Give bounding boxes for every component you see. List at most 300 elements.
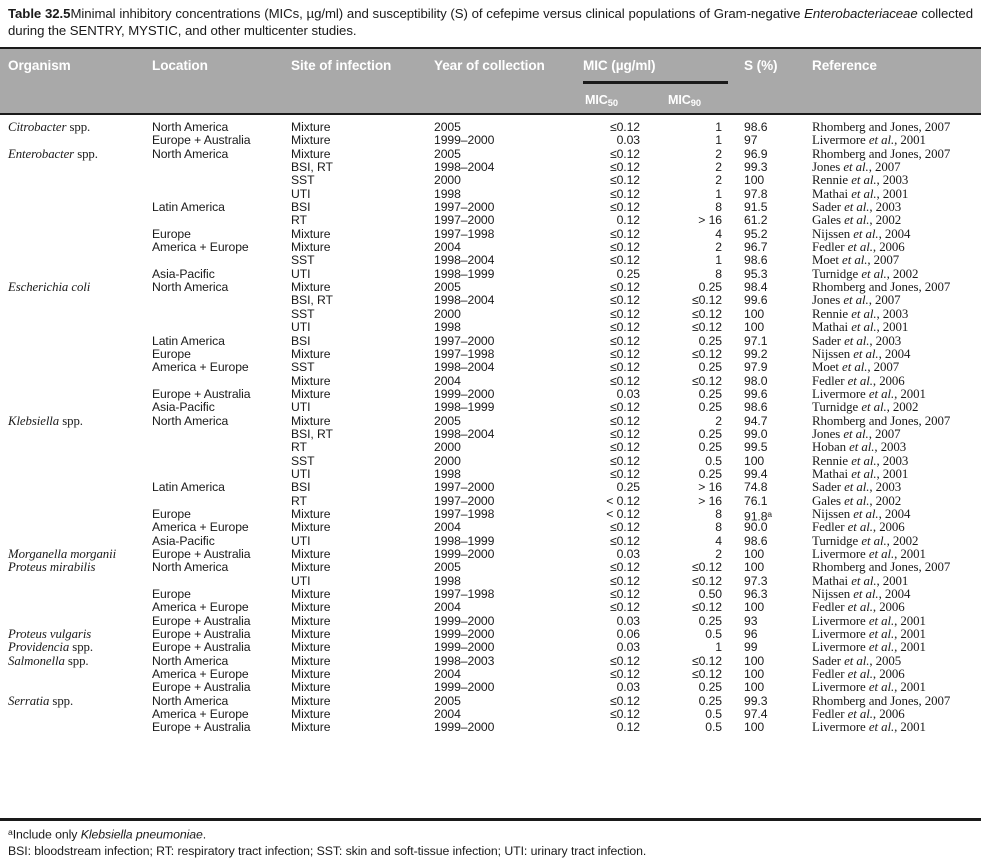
cell-year: 1998–2004 <box>434 426 495 441</box>
cell-site: Mixture <box>291 680 331 695</box>
cell-mic90: ≤0.12 <box>691 573 722 588</box>
caption-text-1: Minimal inhibitory concentrations (MICs, µg/ml) and susceptibility (S) of cefepime versus clinical populations of Gram-negative <box>70 6 805 21</box>
cell-organism: Providencia spp. <box>8 640 93 655</box>
table-row <box>0 415 981 428</box>
cell-year: 1999–2000 <box>434 547 495 561</box>
cell-location: Europe + Australia <box>152 720 251 735</box>
cell-site: Mixture <box>291 627 331 642</box>
cell-mic50: 0.25 <box>616 266 640 281</box>
cell-reference: Mathai et al., 2001 <box>812 320 909 335</box>
cell-site: RT <box>291 213 307 228</box>
cell-site: UTI <box>291 573 311 588</box>
cell-susceptibility: 98.6 <box>744 400 768 415</box>
cell-susceptibility: 90.0 <box>744 520 768 535</box>
cell-susceptibility: 99 <box>744 640 758 655</box>
table-row <box>0 506 981 524</box>
cell-organism: Serratia spp. <box>8 693 74 708</box>
cell-susceptibility: 100 <box>744 600 765 615</box>
cell-mic90: 8 <box>715 266 722 281</box>
cell-site: SST <box>291 173 315 188</box>
table-row <box>0 281 981 294</box>
cell-year: 1997–1998 <box>434 587 495 602</box>
cell-site: Mixture <box>291 346 331 361</box>
cell-reference: Jones et al., 2007 <box>812 293 901 308</box>
cell-location: America + Europe <box>152 667 249 682</box>
table-row <box>0 401 981 414</box>
cell-year: 1998–2004 <box>434 360 495 375</box>
cell-location: America + Europe <box>152 520 249 535</box>
table-header-row <box>0 47 981 115</box>
cell-susceptibility: 99.6 <box>744 386 768 401</box>
table-row <box>0 535 981 548</box>
et-al-italic: et al. <box>853 346 879 361</box>
cell-mic50: ≤0.12 <box>609 240 640 255</box>
cell-year: 1997–2000 <box>434 200 495 215</box>
table-row <box>0 375 981 388</box>
organism-name-italic: Citrobacter <box>8 120 67 134</box>
table-row <box>0 335 981 348</box>
cell-mic90: 4 <box>715 226 722 241</box>
cell-mic90: 0.25 <box>698 280 722 295</box>
organism-name-italic: Klebsiella <box>8 413 60 428</box>
organism-name-italic: Proteus mirabilis <box>8 560 96 575</box>
cell-mic50: ≤0.12 <box>609 160 640 175</box>
et-al-italic: et al. <box>844 200 870 215</box>
cell-site: SST <box>291 306 315 321</box>
table-row <box>0 468 981 481</box>
cell-susceptibility: 96.9 <box>744 146 768 161</box>
table-row <box>0 321 981 334</box>
cell-susceptibility: 100 <box>744 560 765 575</box>
cell-mic50: 0.25 <box>616 480 640 495</box>
et-al-italic: et al. <box>842 253 868 268</box>
cell-location: Asia-Pacific <box>152 266 215 281</box>
table-row <box>0 254 981 267</box>
cell-reference: Jones et al., 2007 <box>812 160 901 175</box>
cell-susceptibility: 61.2 <box>744 213 768 228</box>
et-al-italic: et al. <box>851 186 877 201</box>
cell-organism: Enterobacter spp. <box>8 146 98 161</box>
cell-site: Mixture <box>291 386 331 401</box>
table-row <box>0 601 981 614</box>
cell-reference: Fedler et al., 2006 <box>812 707 905 722</box>
cell-year: 1998 <box>434 573 461 588</box>
cell-site: Mixture <box>291 653 331 668</box>
cell-mic50: ≤0.12 <box>609 466 640 481</box>
et-al-italic: et al. <box>851 453 877 468</box>
cell-site: UTI <box>291 466 311 481</box>
table-body <box>0 121 981 735</box>
cell-mic90: > 16 <box>698 213 722 228</box>
cell-reference: Livermore et al., 2001 <box>812 640 926 655</box>
cell-mic50: ≤0.12 <box>609 440 640 455</box>
cell-susceptibility: 98.0 <box>744 373 768 388</box>
cell-mic50: 0.12 <box>616 720 640 735</box>
cell-reference: Hoban et al., 2003 <box>812 440 907 455</box>
column-header-mic-group: MIC (µg/ml) <box>583 58 656 73</box>
cell-susceptibility: 100 <box>744 547 765 561</box>
cell-susceptibility: 95.2 <box>744 226 768 241</box>
cell-year: 2005 <box>434 413 461 428</box>
table-caption <box>8 5 973 40</box>
cell-mic90: ≤0.12 <box>691 600 722 615</box>
cell-reference: Rennie et al., 2003 <box>812 306 909 321</box>
et-al-italic: et al. <box>849 440 875 455</box>
cell-susceptibility: 100 <box>744 453 765 468</box>
cell-mic90: 0.25 <box>698 680 722 695</box>
et-al-italic: et al. <box>844 480 870 495</box>
cell-organism <box>8 548 116 561</box>
et-al-italic: et al. <box>844 493 870 508</box>
cell-location: Europe + Australia <box>152 640 251 655</box>
cell-susceptibility: 97.3 <box>744 573 768 588</box>
table-row <box>0 615 981 628</box>
et-al-italic: et al. <box>844 653 870 668</box>
et-al-italic: et al. <box>847 707 873 722</box>
footnote-a <box>8 824 968 843</box>
cell-site: UTI <box>291 186 311 201</box>
cell-site: Mixture <box>291 587 331 602</box>
et-al-italic: et al. <box>851 306 877 321</box>
cell-location: North America <box>152 413 229 428</box>
table-number: Table 32.5 <box>8 6 71 21</box>
cell-reference: Sader et al., 2003 <box>812 200 902 215</box>
cell-year: 1997–1998 <box>434 226 495 241</box>
cell-year: 1999–2000 <box>434 133 495 148</box>
cell-year: 1997–2000 <box>434 493 495 508</box>
cell-site: SST <box>291 253 315 268</box>
organism-name-italic: Serratia <box>8 693 50 708</box>
cell-year: 2004 <box>434 373 461 388</box>
cell-site: BSI <box>291 333 311 348</box>
cell-mic50: ≤0.12 <box>609 360 640 375</box>
cell-mic50: ≤0.12 <box>609 560 640 575</box>
et-al-italic: et al. <box>853 506 879 521</box>
cell-susceptibility: 91.8$^a$ <box>744 508 772 524</box>
cell-location: Latin America <box>152 480 225 495</box>
table-row <box>0 361 981 374</box>
cell-mic90: ≤0.12 <box>691 293 722 308</box>
cell-mic90: 8 <box>715 200 722 215</box>
cell-mic50: ≤0.12 <box>609 587 640 602</box>
cell-organism <box>8 561 95 574</box>
cell-location: Europe <box>152 346 191 361</box>
cell-reference: Mathai et al., 2001 <box>812 466 909 481</box>
et-al-italic: et al. <box>868 627 895 642</box>
cell-susceptibility: 91.5 <box>744 200 768 215</box>
cell-location: Europe + Australia <box>152 386 251 401</box>
cell-location: North America <box>152 146 229 161</box>
cell-mic50: ≤0.12 <box>609 293 640 308</box>
cell-mic50: ≤0.12 <box>609 667 640 682</box>
cell-location: Europe + Australia <box>152 547 251 561</box>
cell-mic90: 0.25 <box>698 466 722 481</box>
cell-mic50: ≤0.12 <box>609 600 640 615</box>
cell-year: 1998 <box>434 466 461 481</box>
cell-year: 2005 <box>434 146 461 161</box>
et-al-italic: et al. <box>868 386 895 401</box>
cell-location: Asia-Pacific <box>152 533 215 548</box>
cell-mic90: 0.25 <box>698 360 722 375</box>
cell-organism <box>8 281 90 294</box>
cell-mic90: 0.25 <box>698 440 722 455</box>
cell-year: 1999–2000 <box>434 720 495 735</box>
cell-reference: Rhomberg and Jones, 2007 <box>812 146 951 161</box>
cell-mic90: 0.25 <box>698 693 722 708</box>
cell-mic50: 0.03 <box>616 680 640 695</box>
cell-susceptibility: 100 <box>744 653 765 668</box>
cell-reference: Rennie et al., 2003 <box>812 173 909 188</box>
cell-year: 2004 <box>434 520 461 535</box>
table-row <box>0 588 981 601</box>
cell-susceptibility: 94.7 <box>744 413 768 428</box>
footnote-marker: a <box>8 827 13 837</box>
column-header-organism: Organism <box>8 58 71 73</box>
cell-mic50: ≤0.12 <box>609 200 640 215</box>
cell-location: Europe + Australia <box>152 627 251 642</box>
cell-mic90: ≤0.12 <box>691 373 722 388</box>
organism-name-italic: Morganella morganii <box>8 547 117 561</box>
organism-name-italic: Proteus vulgaris <box>8 627 92 642</box>
cell-reference: Rhomberg and Jones, 2007 <box>812 280 951 295</box>
cell-mic50: ≤0.12 <box>609 520 640 535</box>
cell-mic90: 4 <box>715 533 722 548</box>
cell-site: BSI <box>291 200 311 215</box>
table-row <box>0 388 981 401</box>
cell-location: America + Europe <box>152 240 249 255</box>
cell-location: Europe <box>152 226 191 241</box>
cell-site: BSI, RT <box>291 293 333 308</box>
cell-site: Mixture <box>291 693 331 708</box>
cell-reference: Jones et al., 2007 <box>812 426 901 441</box>
cell-susceptibility: 95.3 <box>744 266 768 281</box>
cell-site: BSI, RT <box>291 160 333 175</box>
cell-organism: Salmonella spp. <box>8 653 89 668</box>
cell-susceptibility: 99.0 <box>744 426 768 441</box>
et-al-italic: et al. <box>843 293 869 308</box>
cell-reference: Fedler et al., 2006 <box>812 240 905 255</box>
cell-mic90: 0.50 <box>698 587 722 602</box>
cell-mic90: > 16 <box>698 493 722 508</box>
cell-mic90: 0.25 <box>698 333 722 348</box>
footnote-a-text: Include only <box>12 827 81 842</box>
column-header-mic50: $MIC_{50}$ <box>585 93 618 109</box>
cell-mic90: 0.25 <box>698 613 722 628</box>
organism-name-italic: Providencia <box>8 640 70 655</box>
cell-reference: Nijssen et al., 2004 <box>812 587 911 602</box>
cell-reference: Livermore et al., 2001 <box>812 680 926 695</box>
cell-location: America + Europe <box>152 600 249 615</box>
cell-organism <box>8 628 91 641</box>
et-al-italic: et al. <box>847 373 873 388</box>
cell-mic50: ≤0.12 <box>609 693 640 708</box>
et-al-italic: et al. <box>847 600 873 615</box>
cell-year: 2004 <box>434 707 461 722</box>
cell-year: 1998–2003 <box>434 653 495 668</box>
cell-mic50: ≤0.12 <box>609 346 640 361</box>
cell-susceptibility: 99.3 <box>744 693 768 708</box>
cell-susceptibility: 96.3 <box>744 587 768 602</box>
cell-reference: Livermore et al., 2001 <box>812 613 926 628</box>
cell-mic50: ≤0.12 <box>609 253 640 268</box>
cell-site: Mixture <box>291 613 331 628</box>
table-bottom-rule <box>0 818 981 821</box>
cell-susceptibility: 100 <box>744 720 765 735</box>
cell-mic50: ≤0.12 <box>609 173 640 188</box>
et-al-italic: et al. <box>853 226 879 241</box>
et-al-italic: et al. <box>847 240 873 255</box>
cell-year: 1998–2004 <box>434 253 495 268</box>
cell-mic90: 2 <box>715 146 722 161</box>
cell-site: Mixture <box>291 707 331 722</box>
table-row <box>0 228 981 241</box>
cell-year: 1997–1998 <box>434 506 495 521</box>
cell-susceptibility: 99.2 <box>744 346 768 361</box>
cell-organism: Klebsiella spp. <box>8 413 83 428</box>
cell-susceptibility: 99.4 <box>744 466 768 481</box>
cell-susceptibility: 93 <box>744 613 758 628</box>
cell-year: 1998–1999 <box>434 266 495 281</box>
cell-year: 2005 <box>434 560 461 575</box>
cell-mic50: ≤0.12 <box>609 333 640 348</box>
cell-year: 1999–2000 <box>434 386 495 401</box>
cell-location: Europe <box>152 506 191 521</box>
cell-year: 1998–2004 <box>434 160 495 175</box>
cell-mic50: ≤0.12 <box>609 453 640 468</box>
cell-location: North America <box>152 653 229 668</box>
table-row <box>0 695 981 708</box>
cell-year: 2004 <box>434 667 461 682</box>
cell-site: UTI <box>291 320 311 335</box>
cell-site: Mixture <box>291 373 331 388</box>
et-al-italic: et al. <box>861 533 887 548</box>
et-al-italic: et al. <box>844 333 870 348</box>
cell-site: Mixture <box>291 240 331 255</box>
cell-site: Mixture <box>291 120 331 134</box>
et-al-italic: et al. <box>868 547 895 561</box>
cell-reference: Livermore et al., 2001 <box>812 547 926 561</box>
table-row <box>0 214 981 227</box>
cell-reference: Rennie et al., 2003 <box>812 453 909 468</box>
cell-year: 1998–2004 <box>434 293 495 308</box>
cell-location: North America <box>152 120 229 134</box>
column-header-susceptibility: S (%) <box>744 58 778 73</box>
cell-year: 1999–2000 <box>434 613 495 628</box>
footnote-a-species: Klebsiella pneumoniae <box>80 827 203 842</box>
cell-year: 2005 <box>434 120 461 134</box>
table-row <box>0 641 981 654</box>
cell-location: Europe + Australia <box>152 680 251 695</box>
cell-reference: Turnidge et al., 2002 <box>812 533 919 548</box>
cell-year: 2005 <box>434 693 461 708</box>
cell-mic90: 0.5 <box>705 627 722 642</box>
cell-mic90: 1 <box>715 253 722 268</box>
cell-susceptibility: 97 <box>744 133 758 148</box>
cell-mic50: ≤0.12 <box>609 320 640 335</box>
caption-text-2: collected during the SENTRY, MYSTIC, and other multicenter studies. <box>8 6 974 39</box>
column-header-site-of-infection: Site of infection <box>291 58 392 73</box>
cell-year: 2000 <box>434 453 461 468</box>
cell-site: Mixture <box>291 506 331 521</box>
cell-year: 1997–2000 <box>434 333 495 348</box>
table-row <box>0 495 981 508</box>
cell-site: Mixture <box>291 280 331 295</box>
cell-reference: Nijssen et al., 2004 <box>812 506 911 521</box>
cell-mic90: 0.5 <box>705 453 722 468</box>
cell-location: Europe + Australia <box>152 613 251 628</box>
table-row <box>0 188 981 201</box>
table-row <box>0 708 981 721</box>
cell-susceptibility: 97.4 <box>744 707 768 722</box>
cell-site: Mixture <box>291 146 331 161</box>
cell-mic50: 0.03 <box>616 547 640 561</box>
cell-reference: Sader et al., 2003 <box>812 333 902 348</box>
cell-year: 2000 <box>434 440 461 455</box>
table-row <box>0 655 981 668</box>
cell-mic90: 2 <box>715 173 722 188</box>
cell-susceptibility: 97.9 <box>744 360 768 375</box>
cell-reference: Livermore et al., 2001 <box>812 133 926 148</box>
cell-mic90: ≤0.12 <box>691 653 722 668</box>
footnote-abbreviations: BSI: bloodstream infection; RT: respiratory tract infection; SST: skin and soft-tissue infection; UTI: urinary tract infection. <box>8 844 647 859</box>
cell-susceptibility: 97.1 <box>744 333 768 348</box>
et-al-italic: et al. <box>868 613 895 628</box>
table-row <box>0 268 981 281</box>
cell-mic50: 0.03 <box>616 386 640 401</box>
cell-mic50: ≤0.12 <box>609 146 640 161</box>
cell-site: SST <box>291 360 315 375</box>
cell-location: Latin America <box>152 333 225 348</box>
cell-year: 1997–1998 <box>434 346 495 361</box>
et-al-italic: et al. <box>853 587 879 602</box>
cell-reference: Nijssen et al., 2004 <box>812 226 911 241</box>
cell-mic50: < 0.12 <box>606 493 640 508</box>
cell-mic50: ≤0.12 <box>609 573 640 588</box>
cell-susceptibility: 96 <box>744 627 758 642</box>
cell-mic90: 8 <box>715 520 722 535</box>
caption-italic-term: Enterobacteriaceae <box>804 6 918 21</box>
cell-mic50: ≤0.12 <box>609 306 640 321</box>
cell-mic90: 1 <box>715 186 722 201</box>
cell-reference: Moet et al., 2007 <box>812 360 900 375</box>
cell-year: 2000 <box>434 173 461 188</box>
organism-name-italic: Escherichia coli <box>8 280 91 295</box>
et-al-italic: et al. <box>861 266 887 281</box>
cell-mic90: 1 <box>715 120 722 134</box>
cell-susceptibility: 76.1 <box>744 493 768 508</box>
organism-name-italic: Enterobacter <box>8 146 75 161</box>
cell-mic90: 2 <box>715 240 722 255</box>
cell-site: UTI <box>291 533 311 548</box>
table-row <box>0 668 981 681</box>
cell-susceptibility: 98.6 <box>744 253 768 268</box>
cell-susceptibility: 100 <box>744 173 765 188</box>
table-row <box>0 174 981 187</box>
cell-year: 1999–2000 <box>434 680 495 695</box>
cell-site: SST <box>291 453 315 468</box>
cell-year: 1998–1999 <box>434 533 495 548</box>
cell-reference: Sader et al., 2005 <box>812 653 902 668</box>
cell-mic90: 0.25 <box>698 386 722 401</box>
cell-reference: Mathai et al., 2001 <box>812 573 909 588</box>
cell-susceptibility: 100 <box>744 667 765 682</box>
cell-mic90: ≤0.12 <box>691 346 722 361</box>
table-row <box>0 575 981 588</box>
cell-reference: Turnidge et al., 2002 <box>812 400 919 415</box>
cell-year: 1998 <box>434 186 461 201</box>
cell-mic50: 0.06 <box>616 627 640 642</box>
cell-reference: Moet et al., 2007 <box>812 253 900 268</box>
